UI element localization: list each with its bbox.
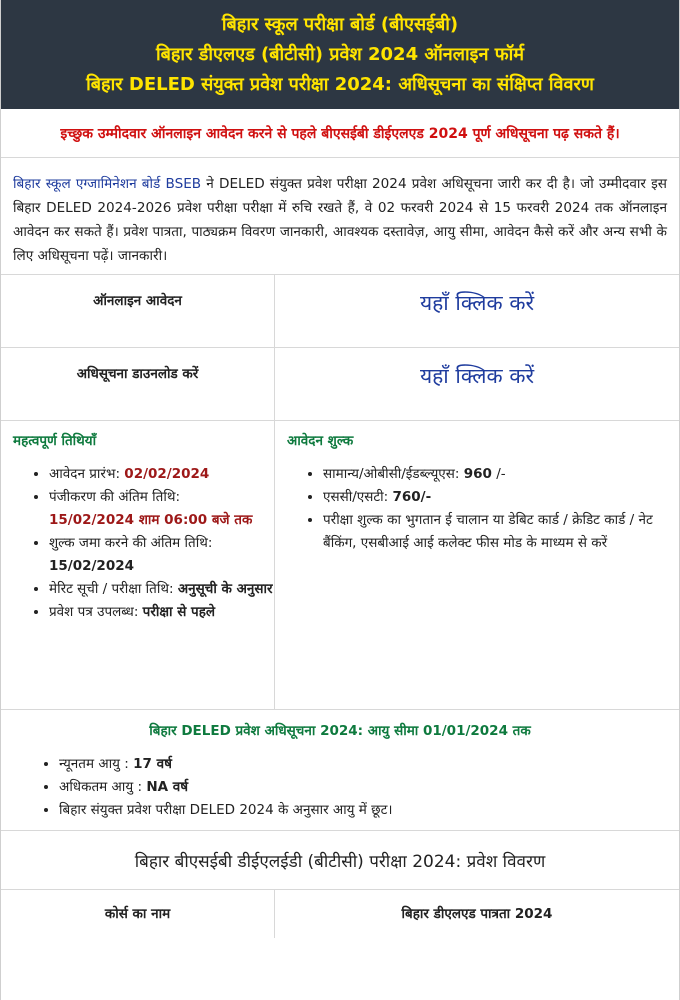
list-item <box>323 463 659 486</box>
list-item <box>49 578 274 601</box>
age-limit-list <box>1 753 679 822</box>
important-dates-cell <box>1 421 275 709</box>
date-label: आवेदन प्रारंभ: <box>49 466 125 482</box>
date-value: 15/02/2024 <box>49 558 135 574</box>
date-value: 15/02/2024 शाम 06:00 बजे तक <box>49 512 253 528</box>
course-name-header: कोर्स का नाम <box>1 890 275 938</box>
page-header <box>1 0 679 109</box>
exam-table-header <box>1 890 679 938</box>
list-item <box>323 509 659 555</box>
header-line-1: बिहार स्कूल परीक्षा बोर्ड (बीएसईबी) <box>221 14 459 35</box>
exam-details-title: बिहार बीएसईबी डीईएलईडी (बीटीसी) परीक्षा 2024: प्रवेश विवरण <box>1 830 679 890</box>
application-fee-list <box>275 463 679 555</box>
fee-suffix: /- <box>491 466 506 482</box>
fee-label: सामान्य/ओबीसी/ईडब्ल्यूएस: <box>323 466 464 482</box>
list-item <box>59 776 679 799</box>
list-item <box>59 753 679 776</box>
notice-text: इच्छुक उम्मीदवार ऑनलाइन आवेदन करने से पहले बीएसईबी डीईएलएड 2024 पूर्ण अधिसूचना पढ़ सकते हैं। <box>1 109 679 158</box>
notification-download-link[interactable]: यहाँ क्लिक करें <box>419 364 535 388</box>
list-item <box>49 532 274 578</box>
age-limit-section <box>1 710 679 830</box>
date-label: मेरिट सूची / परीक्षा तिथि: <box>49 581 178 597</box>
header-line-3: बिहार DELED संयुक्त प्रवेश परीक्षा 2024: अधिसूचना का संक्षिप्त विवरण <box>86 74 594 95</box>
age-label: न्यूनतम आयु : <box>59 756 134 772</box>
list-item <box>49 601 274 624</box>
application-fee-title: आवेदन शुल्क <box>287 433 354 449</box>
date-label: प्रवेश पत्र उपलब्ध: <box>49 604 143 620</box>
application-fee-cell <box>275 421 679 709</box>
list-item <box>49 463 274 486</box>
payment-mode-text: परीक्षा शुल्क का भुगतान ई चालान या डेबिट कार्ड / क्रेडिट कार्ड / नेट बैंकिंग, एसबीआई आई कलेक्ट फीस मोड के माध्यम से करें <box>323 512 653 551</box>
online-apply-label: ऑनलाइन आवेदन <box>1 275 275 347</box>
age-label: अधिकतम आयु : <box>59 779 147 795</box>
important-dates-title: महत्वपूर्ण तिथियाँ <box>13 433 97 449</box>
notification-download-label: अधिसूचना डाउनलोड करें <box>1 348 275 420</box>
eligibility-header: बिहार डीएलएड पात्रता 2024 <box>401 906 553 922</box>
header-line-2: बिहार डीएलएड (बीटीसी) प्रवेश 2024 ऑनलाइन फॉर्म <box>155 44 525 65</box>
list-item <box>323 486 659 509</box>
intro-body: ने DELED संयुक्त प्रवेश परीक्षा 2024 प्रवेश अधिसूचना जारी कर दी है। जो उम्मीदवार इस बिहार DELED 2024-2026 प्रवेश परीक्षा परीक्षा में रुचि रखते हैं, वे 02 फरवरी 2024 से 15 फरवरी 2024 तक ऑनलाइन आवेदन कर सकते हैं। प्रवेश पात्रता, पाठ्यक्रम विवरण जानकारी, आवश्यक दस्तावेज़, आयु सीमा, आवेदन कैसे करें और अन्य सभी के लिए अधिसूचना पढ़ें। जानकारी। <box>13 176 667 264</box>
age-relaxation-text: बिहार संयुक्त प्रवेश परीक्षा DELED 2024 के अनुसार आयु में छूट। <box>59 802 393 818</box>
online-apply-link[interactable]: यहाँ क्लिक करें <box>419 291 535 315</box>
date-value: अनुसूची के अनुसार <box>177 581 273 597</box>
date-label: शुल्क जमा करने की अंतिम तिथि: <box>49 535 213 551</box>
fee-label: एससी/एसटी: <box>323 489 393 505</box>
date-value: परीक्षा से पहले <box>142 604 216 620</box>
fee-value: 760/- <box>392 489 432 505</box>
dates-fees-row <box>1 421 679 710</box>
age-value: NA वर्ष <box>146 779 189 795</box>
intro-paragraph <box>1 158 679 275</box>
list-item <box>59 799 679 822</box>
date-value: 02/02/2024 <box>124 466 210 482</box>
list-item <box>49 486 274 532</box>
age-limit-title: बिहार DELED प्रवेश अधिसूचना 2024: आयु सीमा 01/01/2024 तक <box>149 723 531 739</box>
link-row-online <box>1 275 679 348</box>
important-dates-list <box>1 463 274 624</box>
date-label: पंजीकरण की अंतिम तिथि: <box>49 489 181 505</box>
link-row-notification <box>1 348 679 421</box>
fee-value: 960 <box>463 466 492 482</box>
bseb-link[interactable]: बिहार स्कूल एग्जामिनेशन बोर्ड BSEB <box>13 176 202 192</box>
age-value: 17 वर्ष <box>133 756 172 772</box>
